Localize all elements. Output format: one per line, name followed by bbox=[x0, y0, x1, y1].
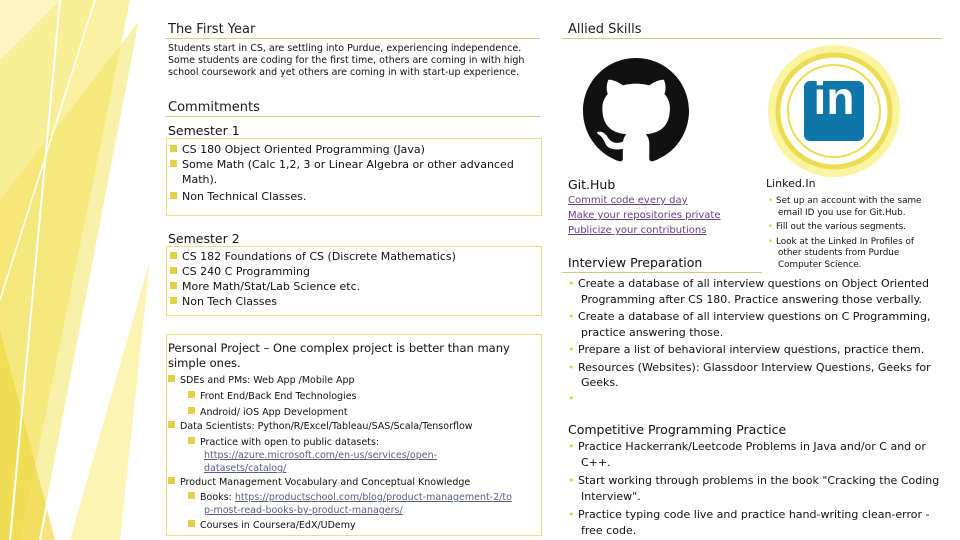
list-item: Non Tech Classes bbox=[170, 294, 532, 309]
bullet-square-icon bbox=[188, 407, 195, 414]
bullet-square-icon bbox=[170, 267, 177, 274]
commitments-rule bbox=[165, 116, 540, 117]
linkedin-logo-text: in bbox=[813, 72, 855, 124]
github-heading: Git.Hub bbox=[568, 177, 616, 192]
project-list bbox=[168, 374, 536, 532]
bullet-dot-icon: • bbox=[568, 391, 575, 405]
bullet-square-icon bbox=[188, 492, 195, 499]
list-item: • Create a database of all interview questions on Object Oriented Programming after CS 180. Practice answering those verbally. bbox=[568, 277, 929, 306]
semester2-list bbox=[170, 249, 532, 309]
list-item: Data Scientists: Python/R/Excel/Tableau/SAS/Scala/Tensorflow bbox=[168, 420, 536, 433]
interview-list bbox=[568, 276, 940, 406]
bullet-dot-icon: • bbox=[568, 474, 578, 487]
list-item: Non Technical Classes. bbox=[170, 189, 532, 204]
github-link-publicize[interactable]: Publicize your contributions bbox=[568, 225, 707, 236]
bullet-square-icon bbox=[188, 437, 195, 444]
books-link[interactable]: https://productschool.com/blog/product-management-2/top-most-read-books-by-product-managers/ bbox=[204, 492, 512, 516]
list-item: • Start working through problems in the book "Cracking the Coding Interview". bbox=[568, 474, 940, 503]
bullet-dot-icon: • bbox=[768, 196, 776, 206]
list-item: • Look at the Linked In Profiles of other students from Purdue Computer Science. bbox=[768, 236, 914, 270]
list-item: Books: https://productschool.com/blog/product-management-2/top-most-read-books-by-product-managers/ bbox=[168, 491, 514, 517]
left-title: The First Year bbox=[168, 22, 256, 37]
competitive-heading: Competitive Programming Practice bbox=[568, 422, 787, 437]
list-item: Courses in Coursera/EdX/UDemy bbox=[168, 519, 536, 532]
list-item: • Resources (Websites): Glassdoor Interview Questions, Geeks for Geeks. bbox=[568, 360, 931, 389]
list-item: • Practice Hackerrank/Leetcode Problems in Java and/or C and or C++. bbox=[568, 440, 926, 469]
github-link-commit[interactable]: Commit code every day bbox=[568, 195, 688, 206]
list-item: CS 182 Foundations of CS (Discrete Mathematics) bbox=[170, 249, 532, 264]
bullet-dot-icon: • bbox=[568, 508, 578, 521]
right-title: Allied Skills bbox=[568, 22, 642, 37]
right-title-rule bbox=[562, 38, 942, 39]
list-item: Front End/Back End Technologies bbox=[168, 390, 536, 403]
bullet-dot-icon: • bbox=[768, 222, 776, 232]
decorative-shards bbox=[0, 0, 160, 540]
list-item: CS 180 Object Oriented Programming (Java) bbox=[170, 142, 532, 157]
bullet-square-icon bbox=[168, 477, 175, 484]
bullet-square-icon bbox=[170, 282, 177, 289]
bullet-square-icon bbox=[168, 375, 175, 382]
list-item: CS 240 C Programming bbox=[170, 264, 532, 279]
bullet-square-icon bbox=[168, 421, 175, 428]
datasets-link[interactable]: https://azure.microsoft.com/en-us/services/open-datasets/catalog/ bbox=[204, 450, 438, 474]
bullet-square-icon bbox=[170, 160, 177, 167]
intro-paragraph: Students start in CS, are settling into Purdue, experiencing independence. Some students are coding for the first time, others are coming in with high school coursework and yet others are coming in with start-up experience. bbox=[168, 43, 525, 78]
bullet-square-icon bbox=[188, 391, 195, 398]
list-item: Practice with open to public datasets: bbox=[168, 436, 536, 449]
interview-heading: Interview Preparation bbox=[568, 255, 703, 270]
list-item: Some Math (Calc 1,2, 3 or Linear Algebra or other advanced Math). bbox=[170, 157, 532, 187]
github-links bbox=[568, 193, 748, 238]
bullet-square-icon bbox=[170, 145, 177, 152]
bullet-square-icon bbox=[170, 192, 177, 199]
empty-list-item bbox=[568, 391, 940, 407]
list-item: • Fill out the various segments. bbox=[768, 222, 906, 232]
interview-rule bbox=[562, 272, 762, 273]
list-item: More Math/Stat/Lab Science etc. bbox=[170, 279, 532, 294]
github-link-private[interactable]: Make your repositories private bbox=[568, 210, 721, 221]
linkedin-heading: Linked.In bbox=[766, 177, 816, 190]
list-item: • Create a database of all interview questions on C Programming, practice answering those. bbox=[568, 310, 931, 339]
semester1-heading: Semester 1 bbox=[168, 123, 240, 138]
list-item: SDEs and PMs: Web App /Mobile App bbox=[168, 374, 536, 387]
bullet-dot-icon: • bbox=[768, 236, 776, 247]
list-item: • Prepare a list of behavioral interview questions, practice them. bbox=[568, 343, 925, 356]
list-item: • Set up an account with the same email ID you use for Git.Hub. bbox=[768, 196, 922, 218]
list-item: Product Management Vocabulary and Conceptual Knowledge bbox=[168, 476, 536, 489]
bullet-dot-icon: • bbox=[568, 343, 578, 356]
linkedin-list bbox=[768, 196, 936, 271]
semester2-heading: Semester 2 bbox=[168, 231, 240, 246]
competitive-list bbox=[568, 439, 940, 538]
bullet-square-icon bbox=[188, 520, 195, 527]
bullet-square-icon bbox=[170, 252, 177, 259]
bullet-dot-icon: • bbox=[568, 360, 578, 374]
bullet-dot-icon: • bbox=[568, 310, 578, 323]
project-heading: Personal Project – One complex project is better than many simple ones. bbox=[168, 341, 510, 370]
bullet-dot-icon: • bbox=[568, 440, 578, 453]
bullet-square-icon bbox=[170, 297, 177, 304]
bullet-dot-icon: • bbox=[568, 277, 578, 290]
list-item: Android/ iOS App Development bbox=[168, 406, 536, 419]
semester1-list bbox=[170, 142, 532, 204]
left-title-rule bbox=[165, 38, 540, 39]
list-item: • Practice typing code live and practice hand-writing clean-error -free code. bbox=[568, 508, 930, 537]
github-logo-icon bbox=[583, 58, 689, 164]
commitments-heading: Commitments bbox=[168, 100, 260, 115]
